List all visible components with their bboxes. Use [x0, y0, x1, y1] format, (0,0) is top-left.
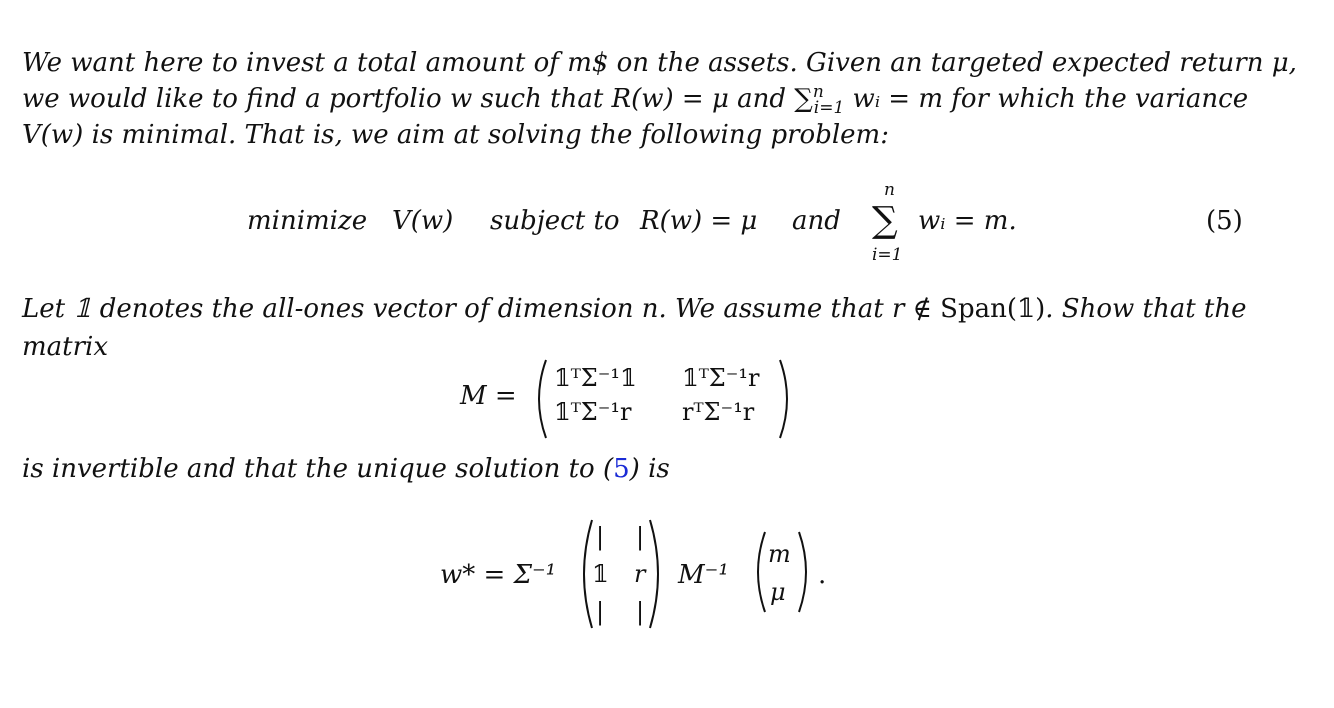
- solution-right-paren: [646, 518, 666, 630]
- paragraph1-line3: V(w) is minimal. That is, we aim at solving the following problem:: [22, 120, 889, 150]
- matrix-a11: 𝟙ᵀΣ⁻¹𝟙: [554, 364, 637, 392]
- paragraph3: [22, 456, 670, 482]
- paragraph2-line1-after: . Show that the: [1045, 294, 1247, 324]
- paragraph1-line1: We want here to invest a total amount of m$ on the assets. Given an targeted expected return μ,: [22, 48, 1297, 78]
- equation-reference-link[interactable]: 5: [613, 454, 630, 484]
- column-bar: |: [636, 523, 645, 551]
- paragraph1-line2: [22, 82, 1249, 118]
- paragraph3-after: ) is: [629, 454, 670, 484]
- equation-number: (5): [1206, 206, 1243, 236]
- summand: wᵢ = m.: [918, 206, 1017, 236]
- matrix-lhs: M =: [460, 381, 517, 411]
- paragraph1-line2-before: we would like to find a portfolio w such that R(w) = μ and ∑: [22, 84, 813, 114]
- paragraph2-line1: [22, 296, 1247, 322]
- column-bar: |: [596, 598, 605, 626]
- solution-period: .: [818, 560, 827, 590]
- right-paren: [776, 358, 796, 440]
- column-r: r: [634, 560, 646, 588]
- matrix-a21: 𝟙ᵀΣ⁻¹r: [554, 398, 632, 426]
- paragraph3-before: is invertible and that the unique solution to (: [22, 454, 614, 484]
- paragraph2-line1-before: Let 𝟙 denotes the all-ones vector of dimension n. We assume that r ∉: [22, 294, 941, 324]
- span-operator: Span(𝟙): [940, 294, 1046, 324]
- M-inverse: M⁻¹: [678, 560, 729, 590]
- column-ones: 𝟙: [592, 560, 609, 588]
- matrix-a12: 𝟙ᵀΣ⁻¹r: [682, 364, 760, 392]
- sum-upper-inline: n: [812, 82, 824, 102]
- vector-m: m: [768, 540, 791, 568]
- vector-left-paren: [750, 530, 768, 614]
- sum-lower: i=1: [872, 245, 903, 265]
- vector-right-paren: [796, 530, 814, 614]
- sum-upper: n: [884, 180, 895, 200]
- matrix-a22: rᵀΣ⁻¹r: [682, 398, 755, 426]
- sum-symbol: ∑: [872, 200, 898, 241]
- objective: V(w): [392, 206, 454, 236]
- paragraph1-line2-after: wᵢ = m for which the variance: [844, 84, 1249, 114]
- and-word: and: [792, 206, 841, 236]
- subject-to-word: subject to: [490, 206, 620, 236]
- sum-lower-inline: i=1: [813, 98, 845, 118]
- solution-lhs: w* = Σ⁻¹: [440, 560, 557, 590]
- constraint-return: R(w) = μ: [640, 206, 758, 236]
- column-bar: |: [636, 598, 645, 626]
- column-bar: |: [596, 523, 605, 551]
- left-paren: [530, 358, 550, 440]
- vector-mu: μ: [770, 578, 786, 606]
- minimize-word: minimize: [247, 206, 368, 236]
- paragraph2-line2: matrix: [22, 332, 109, 362]
